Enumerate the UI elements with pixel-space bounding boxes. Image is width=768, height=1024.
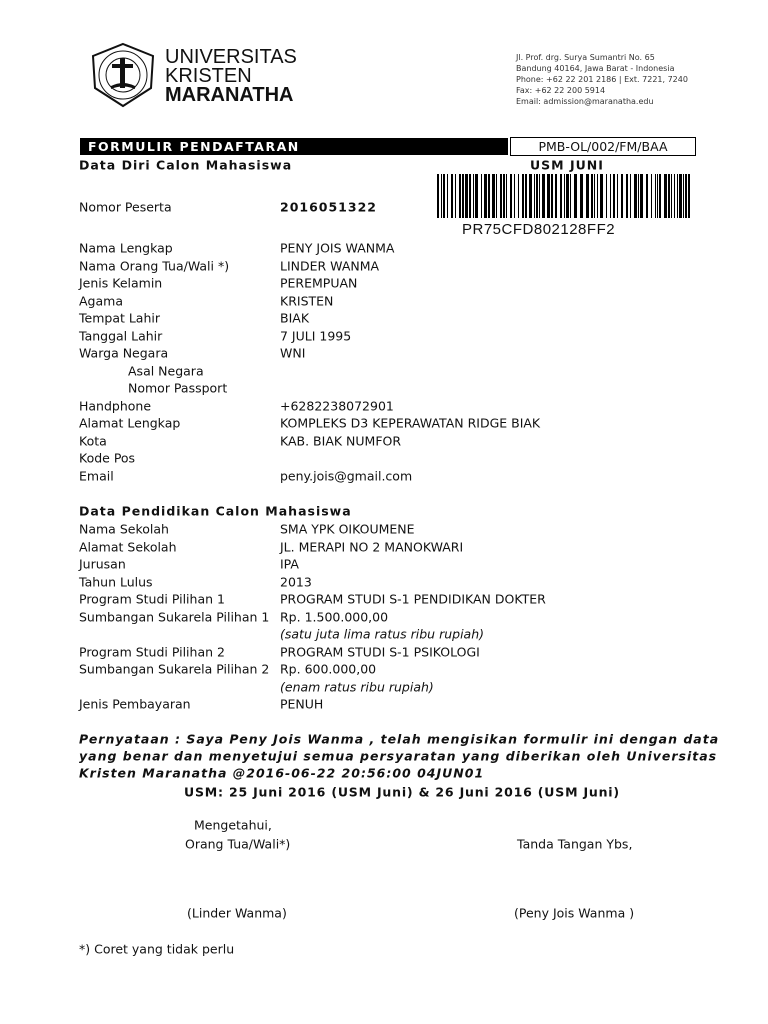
barcode-bar	[570, 174, 571, 218]
barcode-bar	[455, 174, 456, 218]
barcode-bar	[492, 174, 495, 218]
field-label: Nomor Passport	[128, 380, 228, 396]
barcode-bar	[534, 174, 535, 218]
field-value: LINDER WANMA	[280, 258, 380, 273]
barcode-bar	[536, 174, 538, 218]
barcode-bar	[441, 174, 442, 218]
statement-line: Pernyataan : Saya Peny Jois Wanma , telah mengisikan formulir ini dengan data	[79, 731, 720, 747]
participant-number: 2016051322	[280, 199, 377, 215]
barcode-bar	[677, 174, 678, 218]
field-value: Rp. 1.500.000,00	[280, 609, 389, 624]
barcode-bar	[459, 174, 461, 218]
usm-dates: USM: 25 Juni 2016 (USM Juni) & 26 Juni 2016 (USM Juni)	[184, 784, 620, 800]
barcode-bar	[514, 174, 515, 218]
barcode-bar	[542, 174, 545, 218]
field-value: KOMPLEKS D3 KEPERAWATAN RIDGE BIAK	[280, 415, 541, 431]
barcode-bar	[683, 174, 684, 218]
logo-line: UNIVERSITAS	[165, 46, 297, 68]
barcode-bar	[630, 174, 631, 218]
field-label: Jurusan	[79, 556, 126, 572]
field-value: PENUH	[280, 696, 324, 712]
barcode	[437, 174, 691, 218]
barcode-bar	[626, 174, 628, 218]
barcode-bar	[522, 174, 524, 218]
barcode-bar	[443, 174, 445, 218]
field-label: Nama Orang Tua/Wali *)	[79, 258, 230, 273]
barcode-bar	[659, 174, 661, 218]
barcode-bar	[657, 174, 658, 218]
barcode-bar	[510, 174, 512, 218]
barcode-bar	[503, 174, 505, 218]
field-label: Kota	[79, 433, 107, 448]
field-label: Jenis Pembayaran	[79, 696, 191, 712]
logo-line: MARANATHA	[165, 84, 294, 106]
field-label: Sumbangan Sukarela Pilihan 1	[79, 609, 270, 624]
barcode-bar	[685, 174, 687, 218]
field-label: Agama	[79, 293, 123, 308]
barcode-bar	[606, 174, 607, 218]
field-value: PENY JOIS WANMA	[280, 240, 395, 256]
field-label: Warga Negara	[79, 345, 169, 361]
barcode-bar	[473, 174, 474, 218]
field-value: (enam ratus ribu rupiah)	[280, 679, 434, 694]
barcode-bar	[594, 174, 595, 218]
barcode-bar	[597, 174, 598, 218]
field-label: Alamat Sekolah	[79, 539, 177, 554]
barcode-bar	[634, 174, 637, 218]
barcode-bar	[574, 174, 577, 218]
barcode-bar	[518, 174, 519, 218]
university-name-logo	[165, 48, 297, 105]
field-value: KAB. BIAK NUMFOR	[280, 433, 402, 448]
barcode-bar	[465, 174, 468, 218]
field-label: Tempat Lahir	[79, 310, 161, 326]
field-label: Sumbangan Sukarela Pilihan 2	[79, 661, 270, 677]
barcode-bar	[655, 174, 656, 218]
barcode-bar	[560, 174, 562, 218]
barcode-bar	[488, 174, 490, 218]
barcode-bar	[664, 174, 667, 218]
barcode-bar	[564, 174, 565, 218]
barcode-bar	[679, 174, 682, 218]
barcode-bar	[469, 174, 471, 218]
barcode-bar	[610, 174, 611, 218]
barcode-bar	[451, 174, 453, 218]
barcode-bar	[600, 174, 603, 218]
barcode-text: PR75CFD802128FF2	[462, 221, 616, 238]
logo-line: KRISTEN	[165, 65, 252, 87]
university-address	[516, 52, 688, 107]
sign-left-name: (Linder Wanma)	[187, 905, 287, 921]
field-label: Kode Pos	[79, 450, 136, 466]
barcode-bar	[617, 174, 618, 218]
field-value: 2013	[280, 574, 312, 589]
address-line: Jl. Prof. drg. Surya Sumantri No. 65	[516, 53, 655, 62]
field-value: 7 JULI 1995	[280, 328, 352, 343]
barcode-bar	[447, 174, 448, 218]
field-label: Program Studi Pilihan 2	[79, 644, 225, 659]
exam-label: USM JUNI	[530, 157, 604, 173]
field-value: JL. MERAPI NO 2 MANOKWARI	[280, 539, 464, 554]
barcode-bar	[646, 174, 648, 218]
barcode-bar	[506, 174, 507, 218]
field-value: PROGRAM STUDI S-1 PSIKOLOGI	[280, 644, 480, 659]
field-value: SMA YPK OIKOUMENE	[280, 521, 415, 537]
section-education-title: Data Pendidikan Calon Mahasiswa	[79, 503, 352, 519]
barcode-bar	[481, 174, 482, 218]
barcode-bar	[613, 174, 615, 218]
field-label: Asal Negara	[128, 363, 204, 378]
barcode-bar	[555, 174, 557, 218]
sign-left-role: Orang Tua/Wali*)	[185, 836, 291, 852]
field-value: peny.jois@gmail.com	[280, 468, 413, 483]
barcode-bar	[539, 174, 540, 218]
field-value: WNI	[280, 345, 306, 361]
field-label: Handphone	[79, 398, 152, 413]
barcode-bar	[671, 174, 672, 218]
barcode-bar	[688, 174, 690, 218]
field-value: PROGRAM STUDI S-1 PENDIDIKAN DOKTER	[280, 591, 546, 607]
barcode-bar	[638, 174, 639, 218]
field-label: Tanggal Lahir	[79, 328, 163, 343]
barcode-bar	[566, 174, 569, 218]
barcode-bar	[640, 174, 643, 218]
barcode-bar	[651, 174, 652, 218]
sign-right-caption: Tanda Tangan Ybs,	[517, 836, 633, 852]
address-line: Phone: +62 22 201 2186 | Ext. 7221, 7240	[516, 75, 688, 84]
sign-right-name: (Peny Jois Wanma )	[514, 905, 635, 921]
barcode-bar	[591, 174, 593, 218]
field-label: Alamat Lengkap	[79, 415, 181, 431]
sign-left-caption: Mengetahui,	[194, 817, 272, 833]
barcode-bar	[551, 174, 553, 218]
barcode-bar	[437, 174, 439, 218]
section-personal-title: Data Diri Calon Mahasiswa	[79, 157, 293, 173]
field-label: Nama Lengkap	[79, 240, 173, 256]
field-label: Tahun Lulus	[79, 574, 153, 589]
field-value: +6282238072901	[280, 398, 394, 413]
statement-line: Kristen Maranatha @2016-06-22 20:56:00 04JUN01	[79, 765, 485, 781]
form-code: PMB-OL/002/FM/BAA	[510, 137, 696, 156]
field-label: Email	[79, 468, 114, 483]
field-label: Program Studi Pilihan 1	[79, 591, 225, 607]
field-value: PEREMPUAN	[280, 275, 358, 291]
barcode-bar	[529, 174, 532, 218]
barcode-bar	[496, 174, 497, 218]
barcode-bar	[500, 174, 502, 218]
field-label: Jenis Kelamin	[79, 275, 163, 291]
barcode-bar	[674, 174, 675, 218]
address-line: Fax: +62 22 200 5914	[516, 86, 606, 95]
form-title: FORMULIR PENDAFTARAN	[80, 138, 508, 155]
barcode-bar	[668, 174, 670, 218]
field-label: Nomor Peserta	[79, 199, 172, 215]
barcode-bar	[484, 174, 487, 218]
barcode-bar	[580, 174, 583, 218]
field-value: BIAK	[280, 310, 310, 326]
barcode-bar	[621, 174, 623, 218]
footnote: *) Coret yang tidak perlu	[79, 941, 235, 957]
barcode-bar	[475, 174, 478, 218]
statement-line: yang benar dan menyetujui semua persyaratan yang diberikan oleh Universitas	[79, 748, 718, 764]
address-line: Bandung 40164, Jawa Barat - Indonesia	[516, 64, 675, 73]
address-line: Email: admission@maranatha.edu	[516, 97, 654, 106]
field-value: Rp. 600.000,00	[280, 661, 377, 677]
barcode-bar	[586, 174, 589, 218]
field-value: IPA	[280, 556, 299, 572]
field-value: (satu juta lima ratus ribu rupiah)	[280, 626, 485, 642]
field-value: KRISTEN	[280, 293, 334, 308]
university-seal-logo	[89, 42, 157, 108]
barcode-bar	[525, 174, 527, 218]
field-label: Nama Sekolah	[79, 521, 169, 537]
barcode-bar	[547, 174, 550, 218]
barcode-bar	[462, 174, 464, 218]
